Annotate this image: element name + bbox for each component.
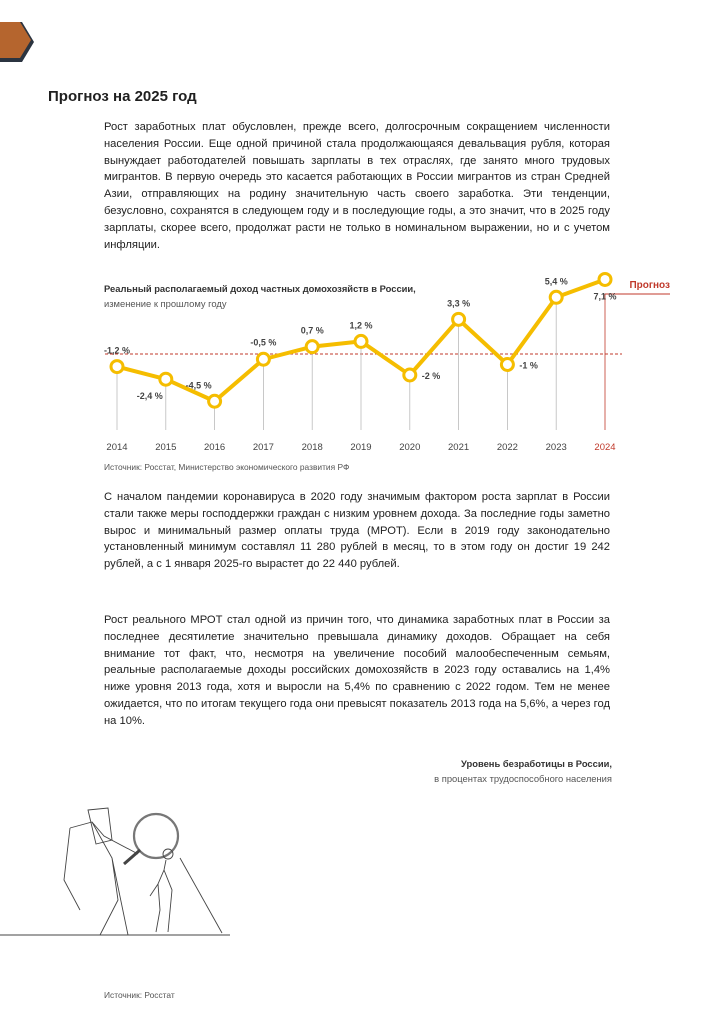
x-tick-label: 2018 [301,442,323,453]
income-chart [0,270,709,460]
x-tick-label: 2015 [155,442,177,453]
x-tick-label: 2016 [204,442,226,453]
data-label: 1,2 % [349,320,373,331]
chart2-source: Источник: Росстат [104,990,175,1000]
data-point [209,395,221,407]
paragraph-2: С началом пандемии коронавируса в 2020 году значимым фактором роста зарплат в России стали также меры господдержки граждан с низким уровнем дохода. За последние годы заметно вырос и минимальный размер оплаты труда (МРОТ). Если в 2019 году законодательно установленный минимум составлял 11 280 рублей в месяц, то в этом году он достиг 19 242 рублей, а с 1 января 2025-го вырастет до 22 440 рублей. [104,491,610,571]
data-point [160,373,172,385]
data-point [111,361,123,373]
section-title: Прогноз на 2025 год [48,88,197,105]
data-point [257,353,269,365]
x-tick-label: 2024 [594,442,616,453]
data-point [453,313,465,325]
paragraph-3: Рост реального МРОТ стал одной из причин того, что динамика заработных плат в России за последнее десятилетие значительно превышала динамику доходов. Обращает на себя внимание тот факт, что, несмотря на увеличение пособий малообеспеченным семьям, реальные располагаемые доходы российских домохозяйств в 2023 году оставались на 1,4% ниже уровня 2013 года, хотя и выросли на 5,4% по сравнению с 2022 годом. Тем не менее ожидается, что по итогам текущего года они превысят показатель 2013 года на 5,6%, а через год на 10%. [104,614,610,727]
x-tick-label: 2023 [545,442,567,453]
data-point [501,359,513,371]
x-tick-label: 2022 [496,442,518,453]
data-label: -2 % [421,371,441,381]
chart1-subtitle: изменение к прошлому году [104,298,227,309]
x-tick-label: 2019 [350,442,372,453]
data-label: -4,5 % [185,380,212,391]
data-label: 3,3 % [447,298,471,309]
chart2-subtitle: в процентах трудоспособного населения [434,773,612,784]
data-label: -2,4 % [136,391,163,402]
section-tab-marker [0,22,34,62]
x-tick-label: 2021 [448,442,470,453]
paragraph-1: Рост заработных плат обусловлен, прежде всего, долгосрочным сокращением численности населения России. Еще одной причиной стала продолжающаяся девальвация рубля, которая вынуждает работодателей повышать зарплаты в тех отраслях, где занято много трудовых мигрантов. В первую очередь это касается работающих в России мигрантов из стран Средней Азии, отправляющих на родину значительную часть своего заработка. Эти тенденции, безусловно, сохранятся в следующем году и в последующие годы, а это значит, что в 2025 году зарплаты, скорее всего, продолжат расти не только в номинальном выражении, но и с учетом инфляции. [104,121,610,251]
chart1-title: Реальный располагаемый доход частных домохозяйств в России, [104,283,416,294]
data-label: 5,4 % [544,276,568,287]
chart2-title: Уровень безработицы в России, [461,758,612,769]
illustration-person-magnifier [0,808,230,935]
data-point [599,273,611,285]
x-tick-label: 2014 [106,442,128,453]
x-tick-label: 2017 [252,442,274,453]
x-tick-label: 2020 [399,442,421,453]
data-point [404,369,416,381]
data-label: -1 % [519,360,538,371]
data-point [550,291,562,303]
data-label: -1,2 % [103,345,131,356]
data-point [306,341,318,353]
unemployment-chart [0,750,709,986]
data-label: 7,1 % [593,291,617,302]
chart1-source: Источник: Росстат, Министерство экономического развития РФ [104,462,350,472]
data-label: 0,7 % [300,325,324,336]
data-label: -0,5 % [250,337,277,348]
forecast-label: Прогноз [629,280,670,291]
data-point [355,335,367,347]
